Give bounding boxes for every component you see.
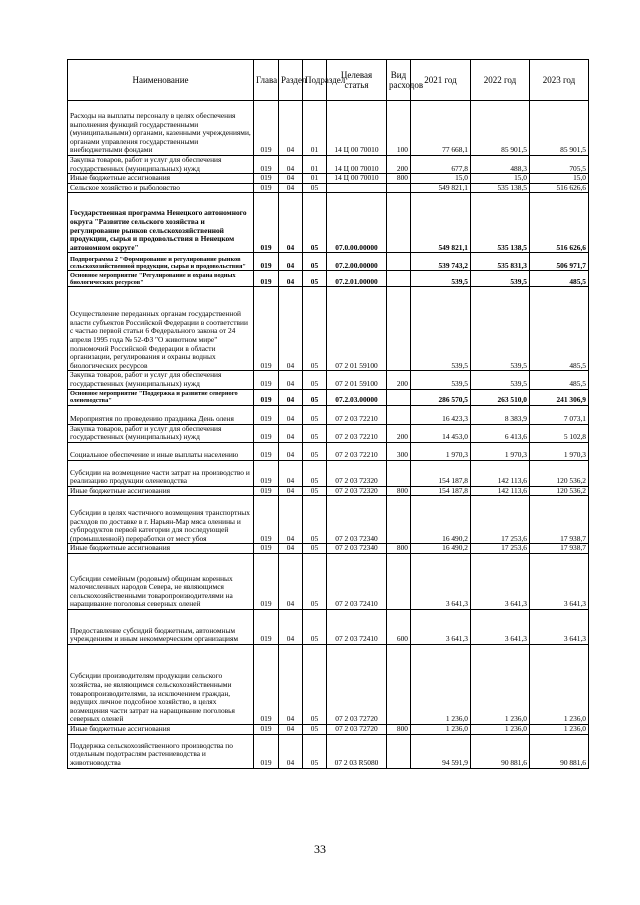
row-exp-type-cell (387, 460, 411, 486)
row-2023-cell: 3 641,3 (530, 553, 589, 609)
table-row (68, 253, 589, 271)
row-section-cell: 04 (279, 734, 303, 768)
row-exp-type-cell (387, 193, 411, 253)
row-2023-cell: 1 970,3 (530, 442, 589, 460)
row-target-cell: 07 2 01 59100 (327, 371, 387, 389)
row-2023-cell: 241 306,9 (530, 389, 589, 405)
table-row (68, 496, 589, 544)
row-section-cell: 04 (279, 371, 303, 389)
row-2022-cell: 535 138,5 (471, 183, 530, 193)
row-subsection-cell: 05 (303, 287, 327, 371)
row-target-cell: 07 2 03 72320 (327, 486, 387, 496)
row-2022-cell: 3 641,3 (471, 553, 530, 609)
table-row (68, 424, 589, 442)
row-name-cell: Закупка товаров, работ и услуг для обеспечения государственных (муниципальных) нужд (68, 424, 254, 442)
row-chapter-cell: 019 (254, 371, 279, 389)
row-2021-cell: 14 453,0 (411, 424, 471, 442)
row-name-cell: Закупка товаров, работ и услуг для обеспечения государственных (муниципальных) нужд (68, 156, 254, 174)
row-name-cell: Подпрограмма 2 "Формирование и регулирование рынков сельскохозяйственной продукции, сырья и продовольствия" (68, 253, 254, 271)
row-subsection-cell: 05 (303, 193, 327, 253)
row-exp-type-cell: 800 (387, 486, 411, 496)
row-2023-cell: 705,5 (530, 156, 589, 174)
row-2022-cell: 142 113,6 (471, 486, 530, 496)
row-chapter-cell: 019 (254, 101, 279, 156)
row-exp-type-cell: 200 (387, 424, 411, 442)
row-2021-cell: 549 821,1 (411, 193, 471, 253)
row-2022-cell: 263 510,0 (471, 389, 530, 405)
row-exp-type-cell (387, 183, 411, 193)
row-exp-type-cell: 800 (387, 174, 411, 184)
row-chapter-cell: 019 (254, 405, 279, 424)
row-exp-type-cell (387, 553, 411, 609)
row-exp-type-cell (387, 271, 411, 287)
row-target-cell: 14 Ц 00 70010 (327, 156, 387, 174)
row-name-cell: Иные бюджетные ассигнования (68, 486, 254, 496)
row-2021-cell: 1 236,0 (411, 644, 471, 724)
row-section-cell: 04 (279, 460, 303, 486)
row-2021-cell: 1 970,3 (411, 442, 471, 460)
row-2022-cell: 535 831,3 (471, 253, 530, 271)
row-target-cell: 07 2 03 72340 (327, 544, 387, 554)
row-target-cell (327, 183, 387, 193)
row-exp-type-cell: 800 (387, 544, 411, 554)
row-section-cell: 04 (279, 544, 303, 554)
table-row (68, 405, 589, 424)
row-subsection-cell: 05 (303, 460, 327, 486)
row-section-cell: 04 (279, 271, 303, 287)
row-subsection-cell: 05 (303, 544, 327, 554)
table-row (68, 389, 589, 405)
row-section-cell: 04 (279, 389, 303, 405)
row-name-cell: Основное мероприятие "Поддержка и развитие северного оленеводства" (68, 389, 254, 405)
row-section-cell: 04 (279, 253, 303, 271)
row-2023-cell: 15,0 (530, 174, 589, 184)
row-name-cell: Государственная программа Ненецкого автономного округа "Развитие сельского хозяйства и регулирование рынков сельскохозяйственной продукции, сырья и продовольствия в Ненецком автономном округе" (68, 193, 254, 253)
row-exp-type-cell: 100 (387, 101, 411, 156)
table-row (68, 486, 589, 496)
row-2023-cell: 485,5 (530, 371, 589, 389)
row-subsection-cell: 05 (303, 424, 327, 442)
row-2021-cell: 77 668,1 (411, 101, 471, 156)
row-2022-cell: 1 236,0 (471, 644, 530, 724)
row-subsection-cell: 01 (303, 101, 327, 156)
row-2021-cell: 1 236,0 (411, 724, 471, 734)
row-name-cell: Поддержка сельскохозяйственного производства по отдельным подотраслям растениеводства и животноводства (68, 734, 254, 768)
row-chapter-cell: 019 (254, 174, 279, 184)
row-2023-cell: 506 971,7 (530, 253, 589, 271)
row-target-cell: 07.0.00.00000 (327, 193, 387, 253)
row-section-cell: 04 (279, 287, 303, 371)
row-2023-cell: 485,5 (530, 287, 589, 371)
row-target-cell: 07 2 01 59100 (327, 287, 387, 371)
row-chapter-cell: 019 (254, 644, 279, 724)
row-2022-cell: 6 413,6 (471, 424, 530, 442)
header-2022: 2022 год (471, 60, 530, 101)
row-2023-cell: 17 938,7 (530, 496, 589, 544)
row-name-cell: Социальное обеспечение и иные выплаты населению (68, 442, 254, 460)
row-2022-cell: 539,5 (471, 271, 530, 287)
row-target-cell: 07 2 03 72410 (327, 553, 387, 609)
row-name-cell: Субсидии на возмещение части затрат на производство и реализацию продукции оленеводства (68, 460, 254, 486)
row-subsection-cell: 05 (303, 371, 327, 389)
row-2021-cell: 16 423,3 (411, 405, 471, 424)
header-name: Наименование (68, 60, 254, 101)
row-2022-cell: 1 236,0 (471, 724, 530, 734)
row-2022-cell: 1 970,3 (471, 442, 530, 460)
row-exp-type-cell: 600 (387, 609, 411, 644)
row-2021-cell: 16 490,2 (411, 544, 471, 554)
table-row (68, 734, 589, 768)
header-target: Целевая статья (327, 60, 387, 101)
row-2022-cell: 3 641,3 (471, 609, 530, 644)
row-subsection-cell: 05 (303, 405, 327, 424)
row-name-cell: Иные бюджетные ассигнования (68, 724, 254, 734)
row-subsection-cell: 01 (303, 156, 327, 174)
table-row (68, 193, 589, 253)
row-chapter-cell: 019 (254, 424, 279, 442)
row-subsection-cell: 05 (303, 496, 327, 544)
table-row (68, 174, 589, 184)
row-2022-cell: 85 901,5 (471, 101, 530, 156)
table-row (68, 156, 589, 174)
row-2023-cell: 3 641,3 (530, 609, 589, 644)
row-2023-cell: 1 236,0 (530, 644, 589, 724)
row-2022-cell: 142 113,6 (471, 460, 530, 486)
row-2023-cell: 1 236,0 (530, 724, 589, 734)
row-target-cell: 14 Ц 00 70010 (327, 101, 387, 156)
budget-table (67, 59, 589, 769)
row-section-cell: 04 (279, 101, 303, 156)
table-body (68, 101, 589, 769)
table-row (68, 609, 589, 644)
row-2023-cell: 485,5 (530, 271, 589, 287)
table-row (68, 442, 589, 460)
row-subsection-cell: 05 (303, 609, 327, 644)
header-2023: 2023 год (530, 60, 589, 101)
row-subsection-cell: 05 (303, 253, 327, 271)
row-chapter-cell: 019 (254, 496, 279, 544)
row-chapter-cell: 019 (254, 287, 279, 371)
header-exp-type: Вид расходов (387, 60, 411, 101)
row-section-cell: 04 (279, 193, 303, 253)
row-2022-cell: 17 253,6 (471, 496, 530, 544)
row-target-cell: 07 2 03 72210 (327, 442, 387, 460)
row-chapter-cell: 019 (254, 724, 279, 734)
row-section-cell: 04 (279, 183, 303, 193)
row-subsection-cell: 05 (303, 271, 327, 287)
row-chapter-cell: 019 (254, 193, 279, 253)
row-chapter-cell: 019 (254, 156, 279, 174)
row-exp-type-cell (387, 253, 411, 271)
row-2021-cell: 16 490,2 (411, 496, 471, 544)
row-subsection-cell: 05 (303, 553, 327, 609)
row-2023-cell: 516 626,6 (530, 183, 589, 193)
table-row (68, 287, 589, 371)
row-2022-cell: 488,3 (471, 156, 530, 174)
row-name-cell: Расходы на выплаты персоналу в целях обеспечения выполнения функций государственными (муниципальными) органами, казенными учреждениями, органами управления государственными внебюджетными фондами (68, 101, 254, 156)
row-subsection-cell: 01 (303, 174, 327, 184)
row-2021-cell: 154 187,8 (411, 460, 471, 486)
row-section-cell: 04 (279, 405, 303, 424)
row-subsection-cell: 05 (303, 389, 327, 405)
row-subsection-cell: 05 (303, 644, 327, 724)
row-2022-cell: 15,0 (471, 174, 530, 184)
row-2023-cell: 120 536,2 (530, 486, 589, 496)
row-exp-type-cell (387, 405, 411, 424)
row-2021-cell: 539 743,2 (411, 253, 471, 271)
row-2023-cell: 516 626,6 (530, 193, 589, 253)
row-exp-type-cell: 200 (387, 156, 411, 174)
row-chapter-cell: 019 (254, 486, 279, 496)
page-number: 33 (314, 842, 326, 856)
header-subsection: Подраздел (303, 60, 327, 101)
row-section-cell: 04 (279, 486, 303, 496)
table-row (68, 183, 589, 193)
row-chapter-cell: 019 (254, 253, 279, 271)
row-chapter-cell: 019 (254, 271, 279, 287)
row-target-cell: 07 2 03 R5080 (327, 734, 387, 768)
row-exp-type-cell: 200 (387, 371, 411, 389)
row-name-cell: Закупка товаров, работ и услуг для обеспечения государственных (муниципальных) нужд (68, 371, 254, 389)
row-section-cell: 04 (279, 724, 303, 734)
row-exp-type-cell: 300 (387, 442, 411, 460)
row-target-cell: 07 2 03 72410 (327, 609, 387, 644)
table-header (68, 60, 589, 101)
row-2021-cell: 154 187,8 (411, 486, 471, 496)
row-2022-cell: 539,5 (471, 371, 530, 389)
row-exp-type-cell (387, 389, 411, 405)
table-row (68, 724, 589, 734)
row-subsection-cell: 05 (303, 442, 327, 460)
row-subsection-cell: 05 (303, 734, 327, 768)
row-chapter-cell: 019 (254, 544, 279, 554)
row-section-cell: 04 (279, 174, 303, 184)
row-name-cell: Осуществление переданных органам государственной власти субъектов Российской Федерации в соответствии с частью первой статьи 6 Федерального закона от 24 апреля 1995 года № 52-ФЗ "О животном мире" полномочий Российской Федерации в области организации, регулирования и охраны водных биологических ресурсов (68, 287, 254, 371)
row-2021-cell: 549 821,1 (411, 183, 471, 193)
row-section-cell: 04 (279, 644, 303, 724)
row-2021-cell: 539,5 (411, 271, 471, 287)
row-target-cell: 07 2 03 72210 (327, 424, 387, 442)
row-exp-type-cell (387, 287, 411, 371)
row-name-cell: Иные бюджетные ассигнования (68, 544, 254, 554)
row-name-cell: Предоставление субсидий бюджетным, автономным учреждениям и иным некоммерческим организациям (68, 609, 254, 644)
table-row (68, 371, 589, 389)
row-chapter-cell: 019 (254, 553, 279, 609)
row-section-cell: 04 (279, 609, 303, 644)
row-target-cell: 07 2 03 72320 (327, 460, 387, 486)
row-chapter-cell: 019 (254, 734, 279, 768)
row-2021-cell: 286 570,5 (411, 389, 471, 405)
row-chapter-cell: 019 (254, 183, 279, 193)
row-2022-cell: 535 138,5 (471, 193, 530, 253)
row-2021-cell: 539,5 (411, 287, 471, 371)
table-row (68, 101, 589, 156)
table-row (68, 644, 589, 724)
table-row (68, 553, 589, 609)
row-exp-type-cell (387, 644, 411, 724)
row-target-cell: 07.2.00.00000 (327, 253, 387, 271)
row-target-cell: 07 2 03 72720 (327, 644, 387, 724)
row-name-cell: Субсидии производителям продукции сельского хозяйства, не являющимся сельскохозяйственными товаропроизводителями, за исключением граждан, ведущих личное подсобное хозяйство, в целях возмещения части затрат на наращивание поголовья северных оленей (68, 644, 254, 724)
row-section-cell: 04 (279, 424, 303, 442)
header-section: Раздел (279, 60, 303, 101)
table-row (68, 544, 589, 554)
row-subsection-cell: 05 (303, 486, 327, 496)
header-chapter: Глава (254, 60, 279, 101)
row-exp-type-cell (387, 734, 411, 768)
row-2023-cell: 85 901,5 (530, 101, 589, 156)
row-2022-cell: 539,5 (471, 287, 530, 371)
row-chapter-cell: 019 (254, 442, 279, 460)
row-chapter-cell: 019 (254, 389, 279, 405)
row-exp-type-cell (387, 496, 411, 544)
row-2021-cell: 94 591,9 (411, 734, 471, 768)
row-target-cell: 07 2 03 72210 (327, 405, 387, 424)
row-name-cell: Мероприятия по проведению праздника День оленя (68, 405, 254, 424)
row-section-cell: 04 (279, 496, 303, 544)
row-target-cell: 07 2 03 72720 (327, 724, 387, 734)
row-2023-cell: 120 536,2 (530, 460, 589, 486)
row-2023-cell: 7 073,1 (530, 405, 589, 424)
row-2022-cell: 17 253,6 (471, 544, 530, 554)
row-exp-type-cell: 800 (387, 724, 411, 734)
row-2021-cell: 3 641,3 (411, 553, 471, 609)
row-target-cell: 07 2 03 72340 (327, 496, 387, 544)
row-2023-cell: 5 102,8 (530, 424, 589, 442)
row-2022-cell: 8 383,9 (471, 405, 530, 424)
row-2021-cell: 539,5 (411, 371, 471, 389)
row-section-cell: 04 (279, 442, 303, 460)
row-target-cell: 07.2.03.00000 (327, 389, 387, 405)
row-name-cell: Сельское хозяйство и рыболовство (68, 183, 254, 193)
row-2022-cell: 90 881,6 (471, 734, 530, 768)
row-name-cell: Иные бюджетные ассигнования (68, 174, 254, 184)
row-section-cell: 04 (279, 553, 303, 609)
row-name-cell: Основное мероприятие "Регулирование и охрана водных биологических ресурсов" (68, 271, 254, 287)
row-2021-cell: 677,8 (411, 156, 471, 174)
row-subsection-cell: 05 (303, 183, 327, 193)
row-2021-cell: 15,0 (411, 174, 471, 184)
row-2023-cell: 17 938,7 (530, 544, 589, 554)
row-name-cell: Субсидии семейным (родовым) общинам коренных малочисленных народов Севера, не являющимся сельскохозяйственными товаропроизводителями на наращивание поголовья северных оленей (68, 553, 254, 609)
row-subsection-cell: 05 (303, 724, 327, 734)
row-chapter-cell: 019 (254, 609, 279, 644)
row-2021-cell: 3 641,3 (411, 609, 471, 644)
row-name-cell: Субсидии в целях частичного возмещения транспортных расходов по доставке в г. Нарьян-Мар мяса оленины и субпродуктов первой категории для последующей (промышленной) переработки от мест убоя (68, 496, 254, 544)
row-chapter-cell: 019 (254, 460, 279, 486)
row-section-cell: 04 (279, 156, 303, 174)
header-2021: 2021 год (411, 60, 471, 101)
table-row (68, 460, 589, 486)
row-target-cell: 07.2.01.00000 (327, 271, 387, 287)
table-row (68, 271, 589, 287)
row-2023-cell: 90 881,6 (530, 734, 589, 768)
row-target-cell: 14 Ц 00 70010 (327, 174, 387, 184)
